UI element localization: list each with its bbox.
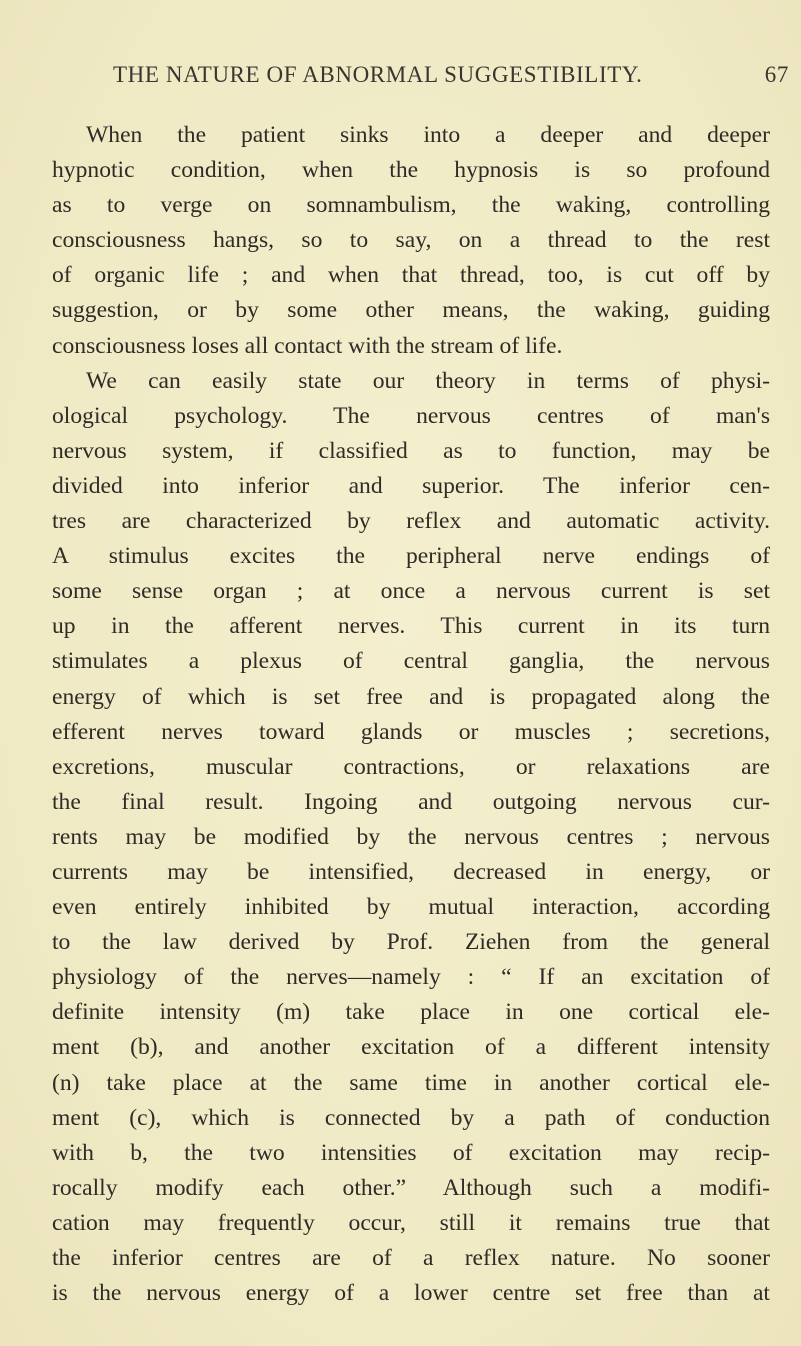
running-head <box>113 58 793 98</box>
body-text <box>52 118 770 1311</box>
text-line: (n) take place at the same time in another cortical ele- <box>52 1069 770 1096</box>
text-line: currents may be intensified, decreased in energy, or <box>52 858 770 885</box>
text-line: ment (b), and another excitation of a different intensity <box>52 1034 770 1061</box>
text-line: We can easily state our theory in terms of physi- <box>86 367 770 394</box>
text-line: rents may be modified by the nervous centres ; nervous <box>52 823 770 850</box>
text-line: up in the afferent nerves. This current in its turn <box>52 613 770 640</box>
text-line: is the nervous energy of a lower centre set free than at <box>52 1280 770 1307</box>
text-line: as to verge on somnambulism, the waking, controlling <box>52 192 770 219</box>
text-line: some sense organ ; at once a nervous current is set <box>52 578 770 605</box>
text-line: excretions, muscular contractions, or relaxations are <box>52 753 770 780</box>
text-line: the inferior centres are of a reflex nature. No sooner <box>52 1245 770 1271</box>
text-line: rocally modify each other.” Although such a modifi- <box>52 1174 770 1201</box>
text-line: energy of which is set free and is propagated along the <box>52 683 770 710</box>
text-line: efferent nerves toward glands or muscles ; secretions, <box>52 718 770 745</box>
text-line: consciousness hangs, so to say, on a thread to the rest <box>52 227 770 254</box>
text-line: When the patient sinks into a deeper and deeper <box>86 122 770 148</box>
text-line: hypnotic condition, when the hypnosis is so profound <box>52 157 770 184</box>
text-line: the final result. Ingoing and outgoing nervous cur- <box>52 788 770 815</box>
text-line: divided into inferior and superior. The inferior cen- <box>52 472 770 499</box>
text-line: of organic life ; and when that thread, too, is cut off by <box>52 262 770 289</box>
text-line: consciousness loses all contact with the stream of life. <box>52 332 563 359</box>
running-title: THE NATURE OF ABNORMAL SUGGESTIBILITY. <box>113 62 643 87</box>
text-line: cation may frequently occur, still it remains true that <box>52 1209 770 1236</box>
text-line: stimulates a plexus of central ganglia, the nervous <box>52 648 770 675</box>
text-line: with b, the two intensities of excitation may recip- <box>52 1139 770 1166</box>
page-number: 67 <box>764 62 789 87</box>
text-line: tres are characterized by reflex and automatic activity. <box>52 508 770 535</box>
text-line: ological psychology. The nervous centres of man's <box>52 402 770 429</box>
text-line: nervous system, if classified as to function, may be <box>52 437 770 464</box>
text-line: ment (c), which is connected by a path of conduction <box>52 1104 770 1131</box>
text-line: physiology of the nerves—namely : “ If an excitation of <box>52 964 770 991</box>
text-line: suggestion, or by some other means, the waking, guiding <box>52 297 770 324</box>
text-line: definite intensity (m) take place in one cortical ele- <box>52 999 770 1026</box>
text-line: A stimulus excites the peripheral nerve endings of <box>52 543 770 570</box>
text-line: even entirely inhibited by mutual interaction, according <box>52 894 770 921</box>
text-line: to the law derived by Prof. Ziehen from the general <box>52 929 770 956</box>
